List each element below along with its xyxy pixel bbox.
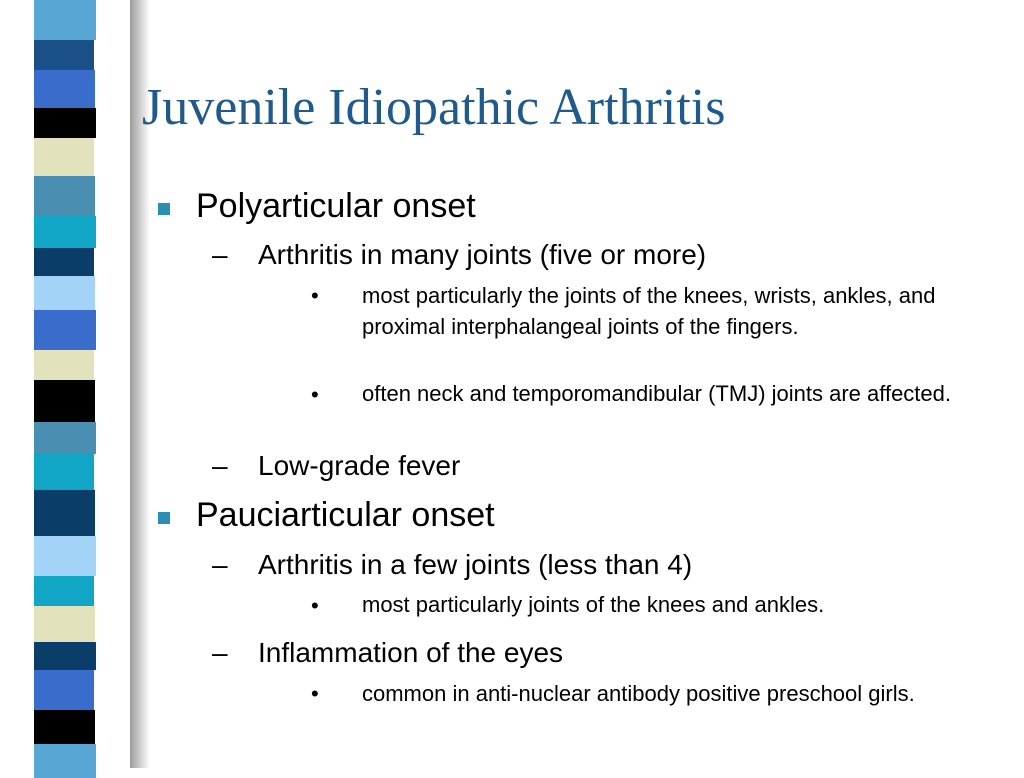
detail-knees-ankles: most particularly joints of the knees and ankles. (362, 592, 825, 617)
stripe-band (34, 310, 96, 350)
stripe-band (34, 642, 96, 670)
stripe-band (34, 40, 94, 70)
stripe-band (34, 536, 96, 576)
slide-title: Juvenile Idiopathic Arthritis (142, 79, 726, 136)
stripe-band (34, 276, 95, 310)
detail-preschool-girls: common in anti-nuclear antibody positive preschool girls. (362, 681, 915, 706)
stripe-band (34, 216, 96, 248)
stripe-band (34, 490, 95, 536)
stripe-band (34, 108, 96, 138)
stripe-band (34, 710, 95, 744)
stripe-band (34, 606, 95, 642)
stripe-band (34, 248, 94, 276)
decorative-stripe (34, 0, 116, 768)
stripe-band (34, 576, 94, 606)
bullet-dot-marker: • (311, 681, 319, 706)
stripe-band (34, 138, 94, 176)
outline-item-polyarticular: Polyarticular onset (196, 187, 476, 225)
dash-marker: – (212, 450, 228, 481)
stripe-band (34, 454, 94, 490)
sub-item-few-joints: Arthritis in a few joints (less than 4) (258, 549, 693, 580)
stripe-band (34, 70, 95, 108)
bullet-dot-marker: • (311, 283, 319, 308)
square-bullet-icon (158, 512, 170, 524)
square-bullet-icon (158, 203, 170, 215)
stripe-bands (34, 0, 96, 768)
stripe-band (34, 380, 95, 422)
stripe-band (34, 176, 95, 216)
stripe-band (34, 670, 94, 710)
outline-item-pauciarticular: Pauciarticular onset (196, 496, 495, 534)
sub-item-eye-inflammation: Inflammation of the eyes (258, 637, 564, 668)
stripe-band (34, 0, 96, 40)
sub-item-many-joints: Arthritis in many joints (five or more) (258, 239, 707, 270)
stripe-band (34, 422, 96, 454)
detail-knees-wrists: most particularly the joints of the knees, wrists, ankles, and proximal interphalangeal joints of the fingers. (362, 283, 936, 339)
detail-neck-tmj: often neck and temporomandibular (TMJ) joints are affected. (362, 381, 952, 406)
bullet-dot-marker: • (311, 382, 319, 407)
stripe-band (34, 350, 94, 380)
dash-marker: – (212, 549, 228, 580)
dash-marker: – (212, 239, 228, 270)
stripe-band (34, 744, 96, 778)
dash-marker: – (212, 637, 228, 668)
bullet-dot-marker: • (311, 593, 319, 618)
sub-item-low-grade-fever: Low-grade fever (258, 450, 461, 481)
